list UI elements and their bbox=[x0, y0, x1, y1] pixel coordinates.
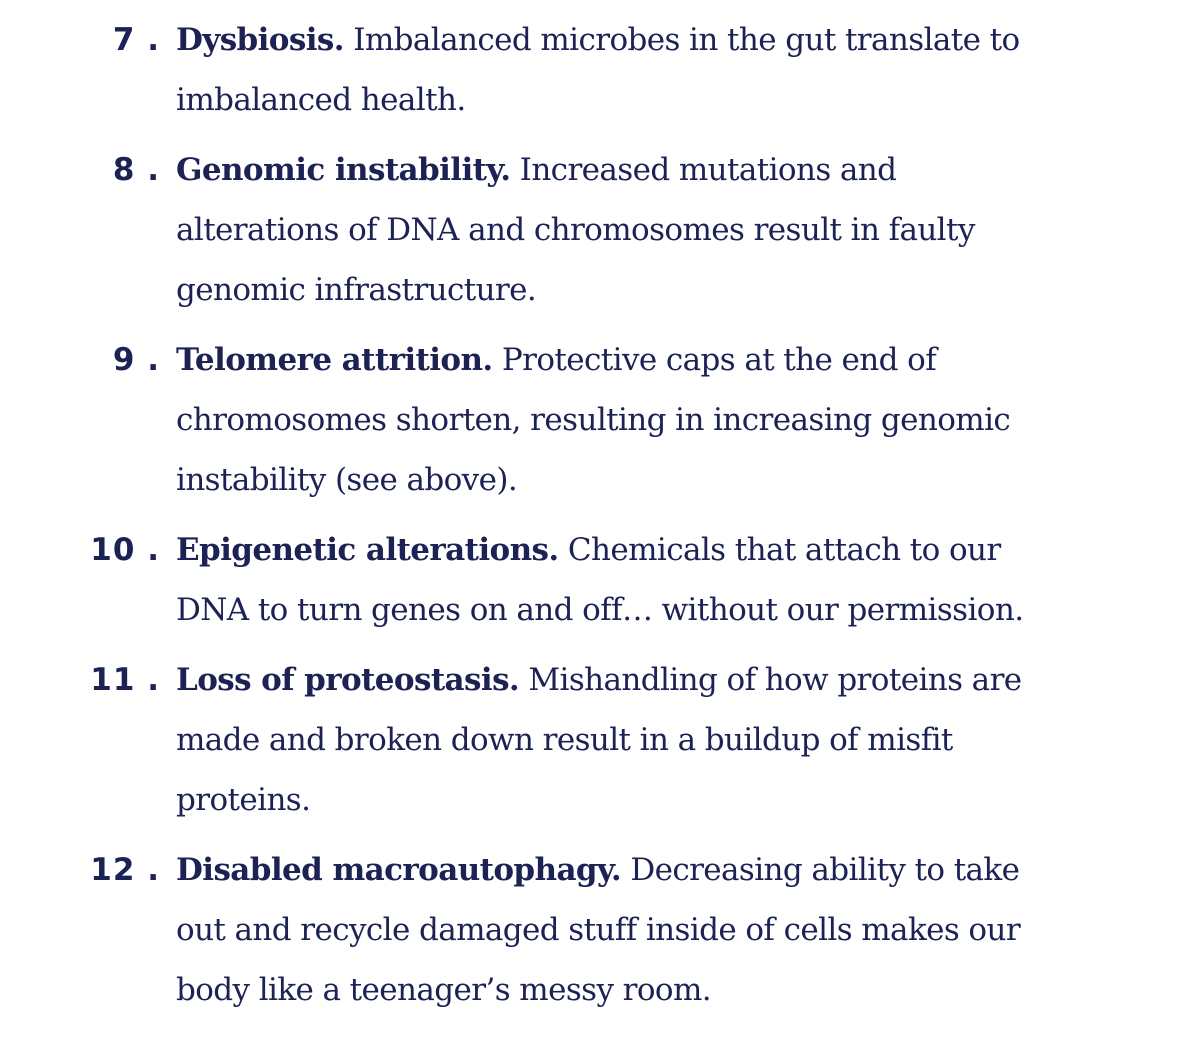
list-item-text bbox=[176, 650, 1046, 830]
list-item-description: Mishandling of how proteins are made and broken down result in a buildup of misfit proteins. bbox=[176, 662, 1022, 818]
list-item-description: Decreasing ability to take out and recycle damaged stuff inside of cells makes our body like a teenager’s messy room. bbox=[176, 852, 1021, 1008]
list-number: 9 . bbox=[112, 342, 160, 378]
list-item-term: Loss of proteostasis. bbox=[176, 662, 520, 698]
list-item-term: Disabled macroautophagy. bbox=[176, 852, 622, 888]
list-item-text bbox=[176, 520, 1046, 640]
list-item-description: Imbalanced microbes in the gut translate to imbalanced health. bbox=[176, 22, 1020, 118]
list-item-term: Telomere attrition. bbox=[176, 342, 493, 378]
list-item-genomic-instability bbox=[0, 140, 1200, 320]
list-item-epigenetic-alterations bbox=[0, 520, 1200, 640]
list-item-text bbox=[176, 330, 1046, 510]
list-item-disabled-macroautophagy bbox=[0, 840, 1200, 1020]
list-item-description: Chemicals that attach to our DNA to turn genes on and off… without our permission. bbox=[176, 532, 1024, 628]
list-number: 11 . bbox=[90, 662, 160, 698]
list-item-loss-of-proteostasis bbox=[0, 650, 1200, 830]
list-item-text bbox=[176, 140, 1046, 320]
list-item-text bbox=[176, 840, 1046, 1020]
list-item-text bbox=[176, 10, 1046, 130]
list-item-term: Epigenetic alterations. bbox=[176, 532, 559, 568]
list-item-description: Increased mutations and alterations of DNA and chromosomes result in faulty genomic infrastructure. bbox=[176, 152, 975, 308]
list-number: 8 . bbox=[112, 152, 160, 188]
list-item-telomere-attrition bbox=[0, 330, 1200, 510]
list-number: 7 . bbox=[112, 22, 160, 58]
list-item-term: Genomic instability. bbox=[176, 152, 511, 188]
hallmarks-list bbox=[0, 10, 1200, 1030]
list-number: 12 . bbox=[90, 852, 160, 888]
list-item-description: Protective caps at the end of chromosomes shorten, resulting in increasing genomic instability (see above). bbox=[176, 342, 1011, 498]
list-item-dysbiosis bbox=[0, 10, 1200, 130]
list-item-term: Dysbiosis. bbox=[176, 22, 344, 58]
list-number: 10 . bbox=[90, 532, 160, 568]
